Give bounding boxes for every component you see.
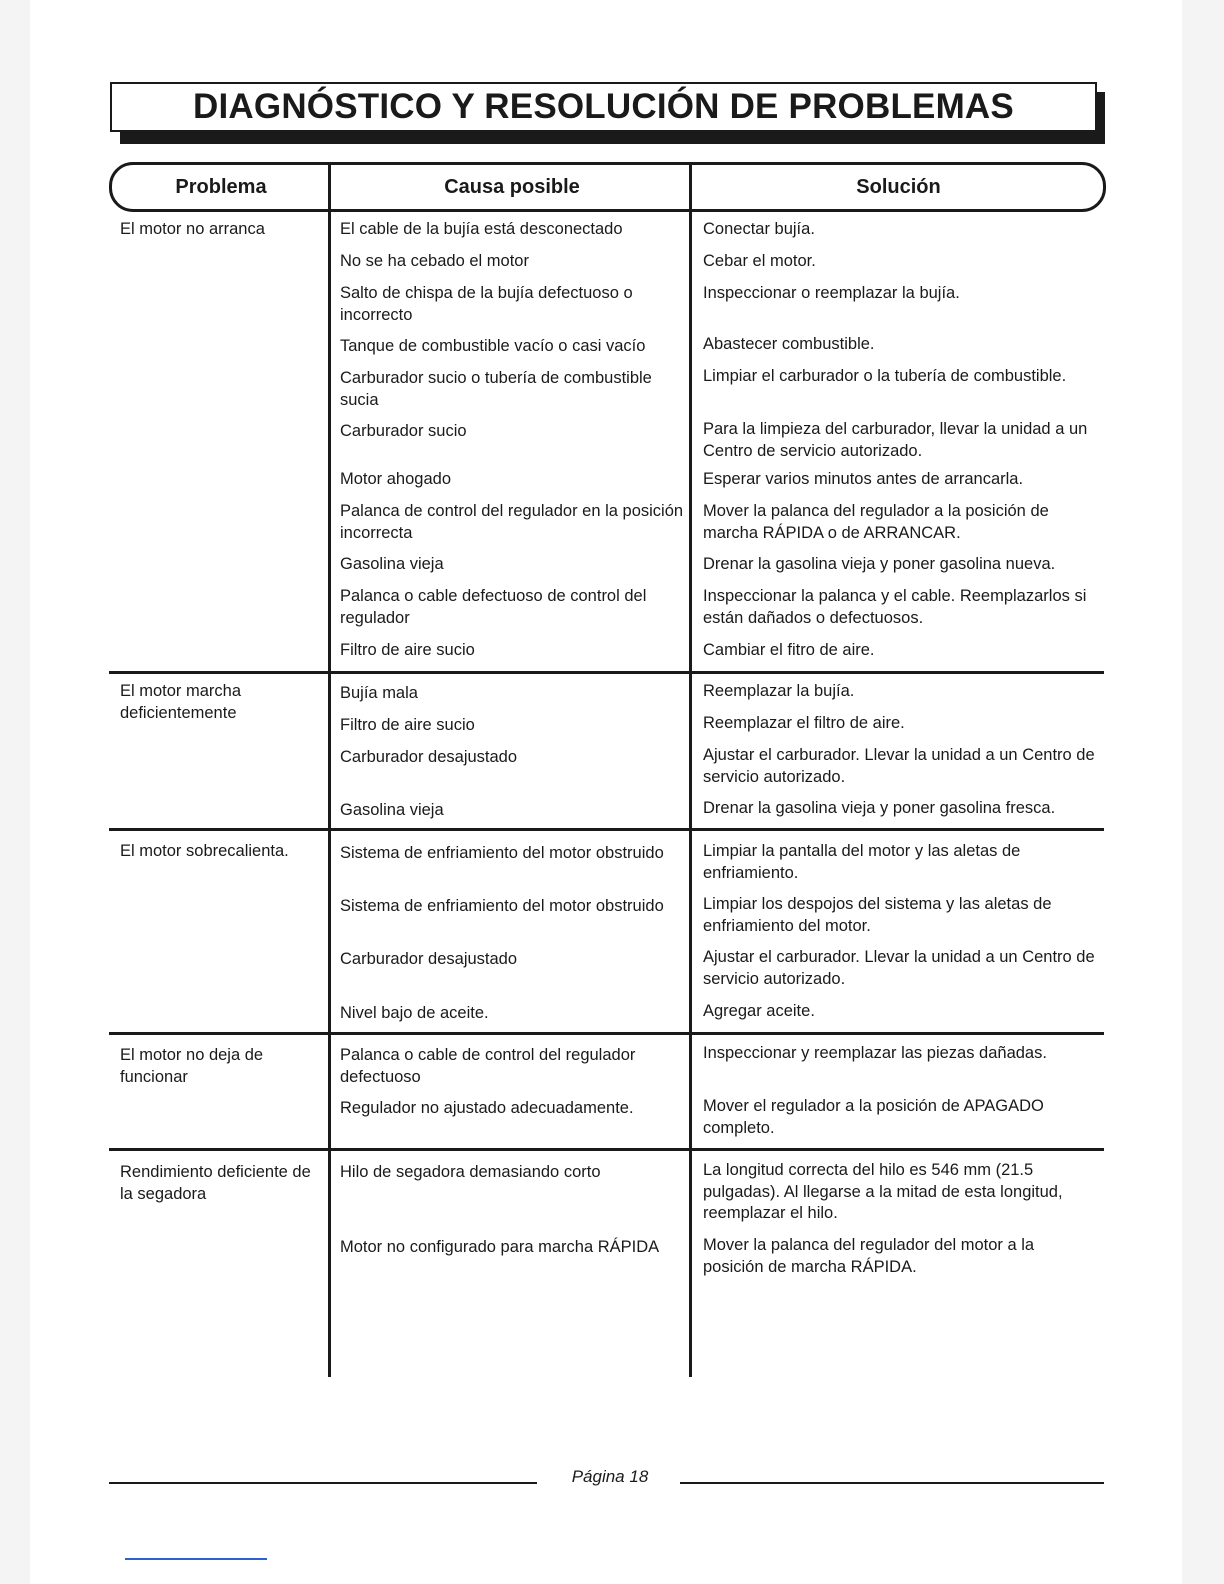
cause-cell: Carburador desajustado — [340, 950, 518, 968]
solution-cell: Limpiar los despojos del sistema y las aletas de enfriamiento del motor. — [703, 895, 1052, 935]
solution-cell: Mover el regulador a la posición de APAGADO completo. — [703, 1097, 1044, 1137]
cause-cell: Carburador sucio o tubería de combustible sucia — [340, 369, 652, 409]
page-number: Página 18 — [571, 1467, 649, 1486]
cause-cell: Gasolina vieja — [340, 801, 444, 819]
solution-cell: Agregar aceite. — [703, 1002, 815, 1020]
link-underline — [125, 1558, 267, 1560]
cause-cell: Sistema de enfriamiento del motor obstruido — [340, 844, 664, 862]
problem-cell: El motor marcha deficientemente — [120, 682, 242, 722]
solution-cell: Mover la palanca del regulador del motor a la posición de marcha RÁPIDA. — [703, 1236, 1035, 1276]
solution-cell: Abastecer combustible. — [703, 335, 875, 353]
cause-cell: Bujía mala — [340, 684, 418, 702]
footer-rule-right — [680, 1482, 1104, 1484]
solution-cell: Cambiar el fitro de aire. — [703, 641, 875, 659]
column-divider — [328, 206, 331, 1377]
problem-cell: Rendimiento deficiente de la segadora — [120, 1163, 311, 1203]
solution-cell: Para la limpieza del carburador, llevar la unidad a un Centro de servicio autorizado. — [703, 420, 1088, 460]
solution-cell: Inspeccionar o reemplazar la bujía. — [703, 284, 960, 302]
cause-cell: Filtro de aire sucio — [340, 716, 475, 734]
solution-cell: Mover la palanca del regulador a la posición de marcha RÁPIDA o de ARRANCAR. — [703, 502, 1049, 542]
solution-cell: Ajustar el carburador. Llevar la unidad a un Centro de servicio autorizado. — [703, 746, 1095, 786]
section-separator — [109, 671, 1104, 674]
cause-cell: El cable de la bujía está desconectado — [340, 220, 623, 238]
cause-cell: Carburador sucio — [340, 422, 467, 440]
cause-cell: Motor no configurado para marcha RÁPIDA — [340, 1238, 660, 1256]
solution-cell: Reemplazar la bujía. — [703, 682, 855, 700]
header-problem: Problema — [175, 175, 267, 198]
cause-cell: Tanque de combustible vacío o casi vacío — [340, 337, 646, 355]
header-divider — [328, 162, 331, 212]
solution-cell: Limpiar la pantalla del motor y las aletas de enfriamiento. — [703, 842, 1021, 882]
problem-cell: El motor no deja de funcionar — [120, 1046, 264, 1086]
solution-cell: La longitud correcta del hilo es 546 mm (21.5 pulgadas). Al llegarse a la mitad de esta longitud, reemplazar el hilo. — [703, 1161, 1063, 1222]
solution-cell: Inspeccionar la palanca y el cable. Reemplazarlos si están dañados o defectuosos. — [703, 587, 1087, 627]
cause-cell: Filtro de aire sucio — [340, 641, 475, 659]
header-cause: Causa posible — [444, 175, 580, 198]
cause-cell: Nivel bajo de aceite. — [340, 1004, 489, 1022]
section-separator — [109, 828, 1104, 831]
solution-cell: Ajustar el carburador. Llevar la unidad a un Centro de servicio autorizado. — [703, 948, 1095, 988]
problem-cell: El motor sobrecalienta. — [120, 842, 289, 860]
solution-cell: Limpiar el carburador o la tubería de combustible. — [703, 367, 1067, 385]
page-title: DIAGNÓSTICO Y RESOLUCIÓN DE PROBLEMAS — [110, 82, 1097, 132]
table-header — [109, 162, 1106, 212]
solution-cell: Esperar varios minutos antes de arrancarla. — [703, 470, 1024, 488]
section-separator — [109, 1032, 1104, 1035]
cause-cell: Carburador desajustado — [340, 748, 518, 766]
solution-cell: Drenar la gasolina vieja y poner gasolina nueva. — [703, 555, 1056, 573]
cause-cell: Motor ahogado — [340, 470, 451, 488]
cause-cell: Sistema de enfriamiento del motor obstruido — [340, 897, 664, 915]
cause-cell: Gasolina vieja — [340, 555, 444, 573]
header-divider — [689, 162, 692, 212]
column-divider — [689, 206, 692, 1377]
problem-cell: El motor no arranca — [120, 220, 265, 238]
cause-cell: Salto de chispa de la bujía defectuoso o incorrecto — [340, 284, 633, 324]
cause-cell: Regulador no ajustado adecuadamente. — [340, 1099, 634, 1117]
solution-cell: Reemplazar el filtro de aire. — [703, 714, 905, 732]
cause-cell: Hilo de segadora demasiando corto — [340, 1163, 601, 1181]
cause-cell: Palanca de control del regulador en la posición incorrecta — [340, 502, 684, 542]
cause-cell: No se ha cebado el motor — [340, 252, 529, 270]
solution-cell: Inspeccionar y reemplazar las piezas dañadas. — [703, 1044, 1047, 1062]
cause-cell: Palanca o cable defectuoso de control del regulador — [340, 587, 647, 627]
solution-cell: Drenar la gasolina vieja y poner gasolina fresca. — [703, 799, 1056, 817]
solution-cell: Conectar bujía. — [703, 220, 815, 238]
section-separator — [109, 1148, 1104, 1151]
solution-cell: Cebar el motor. — [703, 252, 816, 270]
cause-cell: Palanca o cable de control del regulador defectuoso — [340, 1046, 636, 1086]
footer-rule-left — [109, 1482, 537, 1484]
header-solution: Solución — [856, 175, 941, 198]
